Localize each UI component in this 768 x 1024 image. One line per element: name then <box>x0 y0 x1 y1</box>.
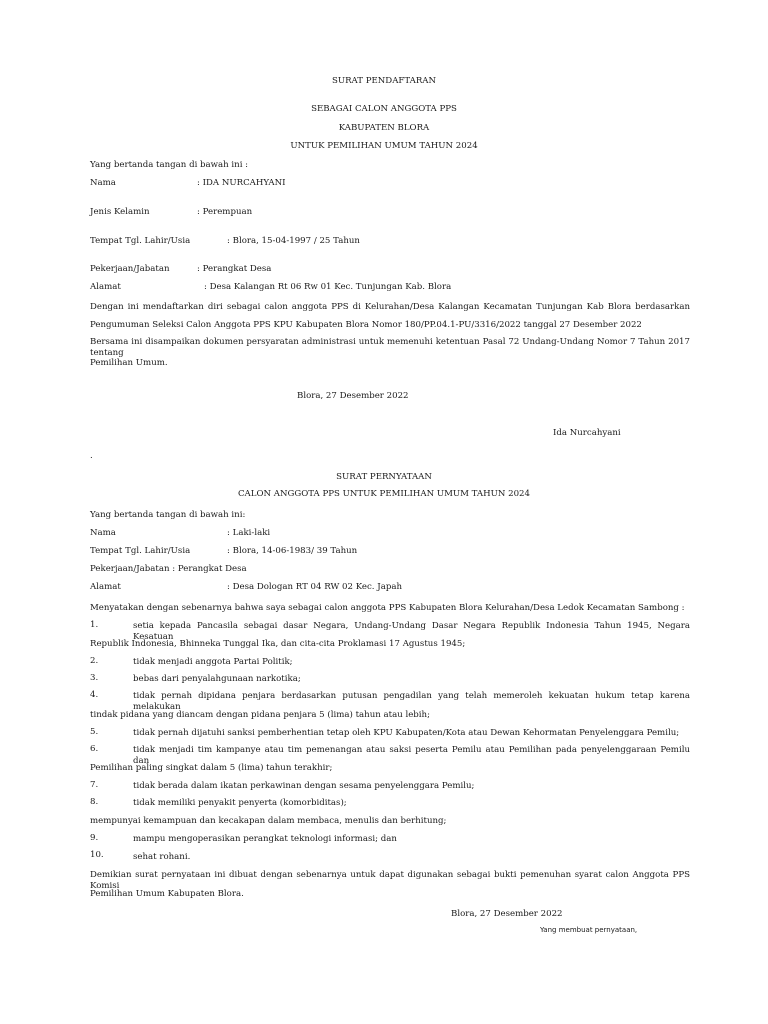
item-number-3: 3. <box>90 673 99 683</box>
item-number-1: 1. <box>90 620 99 630</box>
item-7: tidak berada dalam ikatan perkawinan dengan sesama penyelenggara Pemilu; <box>133 781 475 791</box>
doc1-ttl-value: : Blora, 15-04-1997 / 25 Tahun <box>227 236 360 246</box>
doc1-signer: Ida Nurcahyani <box>553 428 621 438</box>
item-6-line2: Pemilihan paling singkat dalam 5 (lima) tahun terakhir; <box>90 763 333 773</box>
item-number-10: 10. <box>90 850 104 860</box>
doc2-place-date: Blora, 27 Desember 2022 <box>451 909 563 919</box>
doc2-pekerjaan-line: Pekerjaan/Jabatan : Perangkat Desa <box>90 564 247 574</box>
doc1-alamat-label: Alamat <box>90 282 121 292</box>
doc1-para1-line1: Dengan ini mendaftarkan diri sebagai calon anggota PPS di Kelurahan/Desa Kalangan Kecamatan Tunjungan Kab Blora berdasarkan <box>90 302 690 312</box>
separator-dot: . <box>90 451 93 461</box>
item-number-6: 6. <box>90 744 99 754</box>
item-number-9: 9. <box>90 833 99 843</box>
item-number-5: 5. <box>90 727 99 737</box>
doc2-closing-line1: Demikian surat pernyataan ini dibuat dengan sebenarnya untuk dapat digunakan sebagai bukti pemenuhan syarat calon Anggota PPS Komisi <box>90 870 690 891</box>
doc1-para1-line2: Pengumuman Seleksi Calon Anggota PPS KPU Kabupaten Blora Nomor 180/PP.04.1-PU/3316/2022 tanggal 27 Desember 2022 <box>90 320 642 330</box>
doc2-subtitle: CALON ANGGOTA PPS UNTUK PEMILIHAN UMUM TAHUN 2024 <box>237 489 530 499</box>
item-6-line1: tidak menjadi tim kampanye atau tim pemenangan atau saksi peserta Pemilu atau Pemilihan pada penyelenggaraan Pemilu dan <box>133 745 690 766</box>
doc2-title: SURAT PERNYATAAN <box>336 472 432 482</box>
doc1-ttl-label: Tempat Tgl. Lahir/Usia <box>90 236 191 246</box>
doc2-intro: Yang bertanda tangan di bawah ini: <box>90 510 246 520</box>
doc1-nama-value: : IDA NURCAHYANI <box>197 178 286 188</box>
item-5: tidak pernah dijatuhi sanksi pemberhentian tetap oleh KPU Kabupaten/Kota atau Dewan Kehormatan Penyelenggara Pemilu; <box>133 728 680 738</box>
doc2-statement: Menyatakan dengan sebenarnya bahwa saya sebagai calon anggota PPS Kabupaten Blora Kelurahan/Desa Ledok Kecamatan Sambong : <box>90 603 685 613</box>
doc1-pekerjaan-value: : Perangkat Desa <box>197 264 272 274</box>
doc1-jk-value: : Perempuan <box>197 207 253 217</box>
item-10: sehat rohani. <box>133 852 191 862</box>
doc1-jk-label: Jenis Kelamin <box>90 207 150 217</box>
item-4-line1: tidak pernah dipidana penjara berdasarkan putusan pengadilan yang telah memeroleh kekuatan hukum tetap karena melakukan <box>133 691 690 712</box>
item-1-line1: setia kepada Pancasila sebagai dasar Negara, Undang-Undang Dasar Negara Republik Indonesia Tahun 1945, Negara Kesatuan <box>133 621 690 642</box>
item-3: bebas dari penyalahgunaan narkotika; <box>133 674 301 684</box>
doc1-alamat-value: : Desa Kalangan Rt 06 Rw 01 Kec. Tunjungan Kab. Blora <box>204 282 452 292</box>
doc1-place-date: Blora, 27 Desember 2022 <box>297 391 409 401</box>
doc1-subtitle-1: SEBAGAI CALON ANGGOTA PPS <box>311 104 457 114</box>
doc2-ttl-value: : Blora, 14-06-1983/ 39 Tahun <box>227 546 358 556</box>
doc1-subtitle-3: UNTUK PEMILIHAN UMUM TAHUN 2024 <box>290 141 478 151</box>
doc2-alamat-label: Alamat <box>90 582 121 592</box>
item-number-2: 2. <box>90 656 99 666</box>
doc1-para2-line1: Bersama ini disampaikan dokumen persyaratan administrasi untuk memenuhi ketentuan Pasal 72 Undang-Undang Nomor 7 Tahun 2017 tentang <box>90 337 690 358</box>
item-1-line2: Republik Indonesia, Bhinneka Tunggal Ika, dan cita-cita Proklamasi 17 Agustus 1945; <box>90 639 466 649</box>
doc2-signer-label: Yang membuat pernyataan, <box>540 926 638 934</box>
doc1-pekerjaan-label: Pekerjaan/Jabatan <box>90 264 170 274</box>
item-8: tidak memiliki penyakit penyerta (komorbiditas); <box>133 798 347 808</box>
doc1-intro: Yang bertanda tangan di bawah ini : <box>90 160 249 170</box>
doc2-nama-value: : Laki-laki <box>227 528 271 538</box>
item-number-7: 7. <box>90 780 99 790</box>
item-4-line2: tindak pidana yang diancam dengan pidana penjara 5 (lima) tahun atau lebih; <box>90 710 430 720</box>
item-number-4: 4. <box>90 690 99 700</box>
doc2-alamat-value: : Desa Dologan RT 04 RW 02 Kec. Japah <box>227 582 402 592</box>
doc2-closing-line2: Pemilihan Umum Kabupaten Blora. <box>90 889 244 899</box>
doc1-subtitle-2: KABUPATEN BLORA <box>338 123 430 133</box>
doc2-nama-label: Nama <box>90 528 116 538</box>
doc1-title: SURAT PENDAFTARAN <box>331 76 437 86</box>
item-2: tidak menjadi anggota Partai Politik; <box>133 657 293 667</box>
doc1-nama-label: Nama <box>90 178 116 188</box>
doc1-para2-line2: Pemilihan Umum. <box>90 358 168 368</box>
item-9: mampu mengoperasikan perangkat teknologi informasi; dan <box>133 834 397 844</box>
item-number-8: 8. <box>90 797 99 807</box>
item-mid: mempunyai kemampuan dan kecakapan dalam membaca, menulis dan berhitung; <box>90 816 447 826</box>
doc2-ttl-label: Tempat Tgl. Lahir/Usia <box>90 546 191 556</box>
